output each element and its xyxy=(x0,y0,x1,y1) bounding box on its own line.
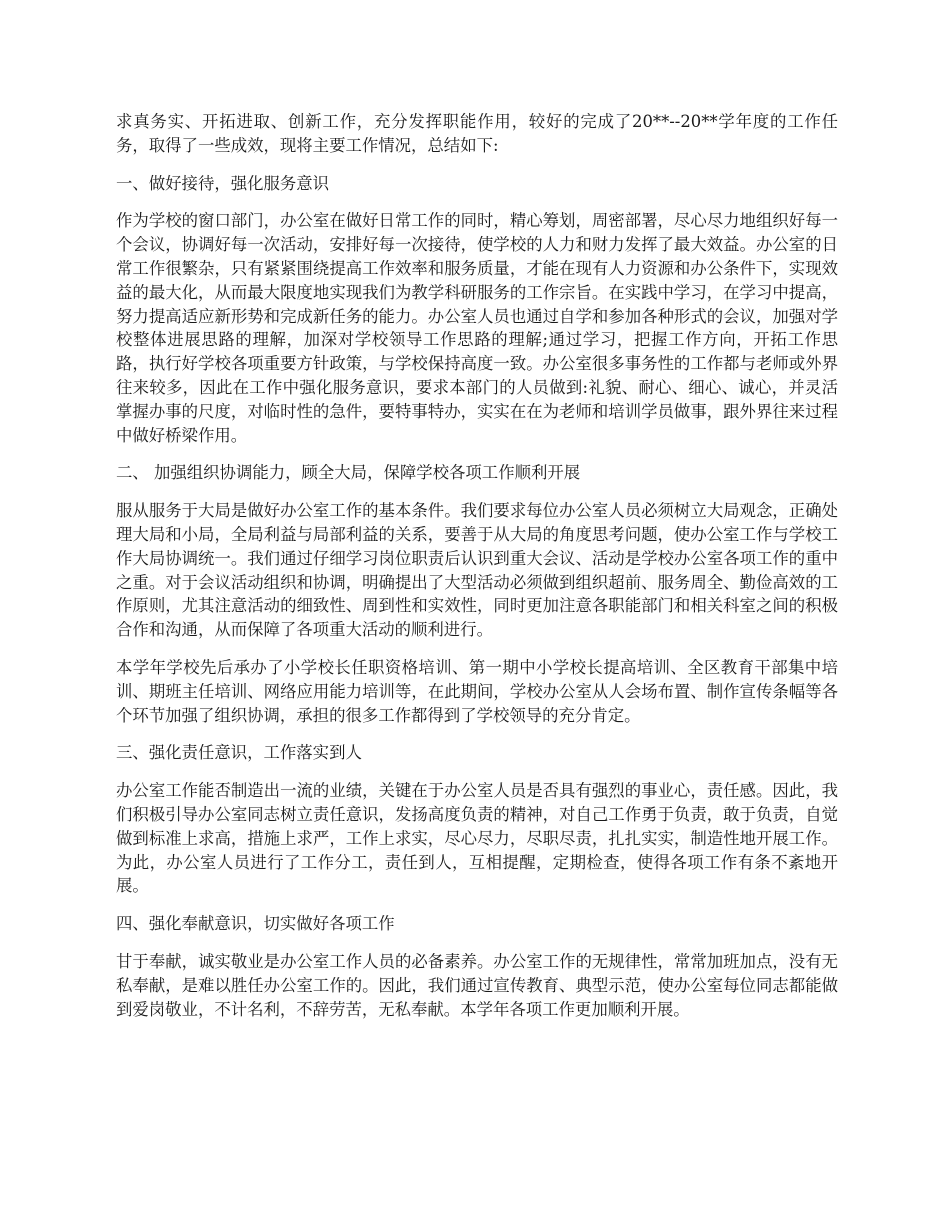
paragraph-coordination: 服从服务于大局是做好办公室工作的基本条件。我们要求每位办公室人员必须树立大局观念，正确处理大局和小局，全局利益与局部利益的关系，要善于从大局的角度思考问题，使办公室工作与学校工作大局协调统一。我们通过仔细学习岗位职责后认识到重大会议、活动是学校办公室各项工作的重中之重。对于会议活动组织和协调，明确提出了大型活动必须做到组织超前、服务周全、勤俭高效的工作原则，尤其注意活动的细致性、周到性和实效性，同时更加注意各职能部门和相关科室之间的积极合作和沟通，从而保障了各项重大活动的顺利进行。 xyxy=(116,501,838,640)
paragraph-responsibility: 办公室工作能否制造出一流的业绩，关键在于办公室人员是否具有强烈的事业心，责任感。因此，我们积极引导办公室同志树立责任意识，发扬高度负责的精神，对自己工作勇于负责，敢于负责，自觉做到标准上求高，措施上求严，工作上求实，尽心尽力，尽职尽责，扎扎实实，制造性地开展工作。为此，办公室人员进行了工作分工，责任到人，互相提醒，定期检查，使得各项工作有条不紊地开展。 xyxy=(116,781,838,896)
section-heading-coordination: 二、 加强组织协调能力，顾全大局，保障学校各项工作顺利开展 xyxy=(116,463,581,483)
document-body xyxy=(116,110,838,1035)
section-heading-dedication: 四、强化奉献意识，切实做好各项工作 xyxy=(116,914,395,934)
paragraph-training: 本学年学校先后承办了小学校长任职资格培训、第一期中小学校长提高培训、全区教育干部集中培训、期班主任培训、网络应用能力培训等，在此期间，学校办公室从人会场布置、制作宣传条幅等各个环节加强了组织协调，承担的很多工作都得到了学校领导的充分肯定。 xyxy=(116,657,838,725)
paragraph-dedication: 甘于奉献，诚实敬业是办公室工作人员的必备素养。办公室工作的无规律性，常常加班加点，没有无私奉献，是难以胜任办公室工作的。因此，我们通过宣传教育、典型示范，使办公室每位同志都能做到爱岗敬业，不计名利，不辞劳苦，无私奉献。本学年各项工作更加顺利开展。 xyxy=(116,951,838,1019)
intro-paragraph: 求真务实、开拓进取、创新工作，充分发挥职能作用，较好的完成了20**--20**学年度的工作任务，取得了一些成效，现将主要工作情况，总结如下: xyxy=(116,112,838,155)
section-heading-reception: 一、做好接待，强化服务意识 xyxy=(116,173,330,193)
section-heading-responsibility: 三、强化责任意识，工作落实到人 xyxy=(116,743,362,763)
paragraph-reception: 作为学校的窗口部门，办公室在做好日常工作的同时，精心筹划，周密部署，尽心尽力地组织好每一个会议，协调好每一次活动，安排好每一次接待，使学校的人力和财力发挥了最大效益。办公室的日常工作很繁杂，只有紧紧围绕提高工作效率和服务质量，才能在现有人力资源和办公条件下，实现效益的最大化，从而最大限度地实现我们为教学科研服务的工作宗旨。在实践中学习，在学习中提高，努力提高适应新形势和完成新任务的能力。办公室人员也通过自学和参加各种形式的会议，加强对学校整体进展思路的理解，加深对学校领导工作思路的理解;通过学习，把握工作方向，开拓工作思路，执行好学校各项重要方针政策，与学校保持高度一致。办公室很多事务性的工作都与老师或外界往来较多，因此在工作中强化服务意识，要求本部门的人员做到:礼貌、耐心、细心、诚心，并灵活掌握办事的尺度，对临时性的急件，要特事特办，实实在在为老师和培训学员做事，跟外界往来过程中做好桥梁作用。 xyxy=(116,211,838,445)
